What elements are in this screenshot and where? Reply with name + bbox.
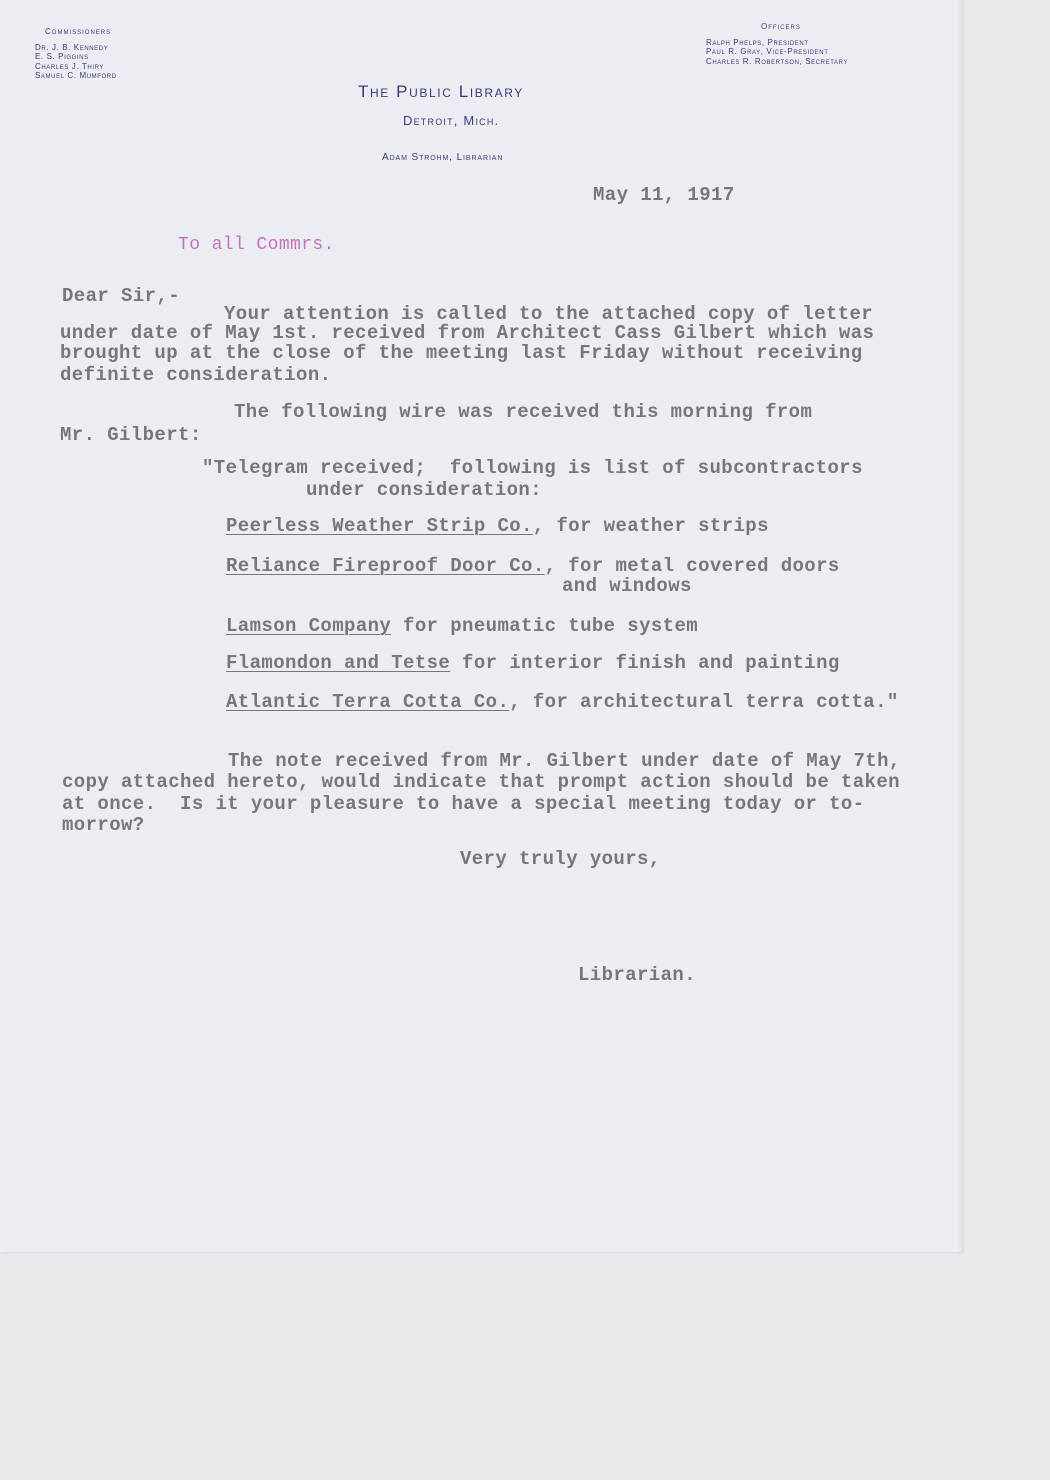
commissioner-name: E. S. Piggins <box>35 52 89 61</box>
commissioner-name: Dr. J. B. Kennedy <box>35 42 109 52</box>
body-line: Mr. Gilbert: <box>60 424 202 446</box>
body-line: The note received from Mr. Gilbert under date of May 7th, <box>228 750 901 772</box>
body-line: morrow? <box>62 814 145 836</box>
body-line: under date of May 1st. received from Architect Cass Gilbert which was <box>60 322 875 344</box>
body-line: The following wire was received this morning from <box>234 401 813 423</box>
subcontractor-name: Reliance Fireproof Door Co. <box>226 555 545 577</box>
salutation: Dear Sir,- <box>62 285 181 307</box>
subcontractor-purpose: for pneumatic tube system <box>391 615 699 637</box>
subcontractor-item <box>226 691 899 713</box>
librarian-line: Adam Strohm, Librarian <box>382 152 504 163</box>
subcontractor-item <box>226 652 840 674</box>
subcontractor-purpose: , for architectural terra cotta." <box>509 691 899 713</box>
commissioners-heading: Commissioners <box>45 27 112 36</box>
officer-name: Ralph Phelps, President <box>706 37 809 47</box>
letter-date: May 11, 1917 <box>593 184 735 206</box>
subcontractor-name: Peerless Weather Strip Co. <box>226 515 533 537</box>
signature-title: Librarian. <box>578 964 697 986</box>
addressee-note: To all Commrs. <box>178 235 335 255</box>
subcontractor-purpose-cont: and windows <box>562 575 692 597</box>
subcontractor-purpose: , for weather strips <box>532 515 769 537</box>
body-line: at once. Is it your pleasure to have a special meeting today or to- <box>62 793 865 815</box>
officer-name: Charles R. Robertson, Secretary <box>706 56 849 66</box>
subcontractor-purpose: for interior finish and painting <box>450 652 840 674</box>
subcontractor-name: Atlantic Terra Cotta Co. <box>226 691 510 713</box>
officer-name: Paul R. Gray, Vice-President <box>706 47 829 56</box>
officers-block <box>706 22 848 66</box>
body-line: definite consideration. <box>60 364 332 386</box>
telegram-line: under consideration: <box>306 479 543 501</box>
subcontractor-item <box>226 515 769 537</box>
library-title: The Public Library <box>358 82 524 101</box>
officers-heading: Officers <box>761 22 801 31</box>
body-line: brought up at the close of the meeting last Friday without receiving <box>60 342 863 364</box>
commissioners-block <box>35 27 117 81</box>
body-line: copy attached hereto, would indicate that prompt action should be taken <box>62 771 900 793</box>
telegram-line: "Telegram received; following is list of subcontractors <box>202 457 863 479</box>
page-edge <box>955 0 964 1252</box>
subcontractor-name: Lamson Company <box>226 615 392 637</box>
subcontractor-item <box>226 555 840 577</box>
closing: Very truly yours, <box>460 848 661 870</box>
body-line: Your attention is called to the attached copy of letter <box>224 303 874 325</box>
library-city: Detroit, Mich. <box>403 113 500 128</box>
commissioner-name: Charles J. Thiry <box>35 61 105 71</box>
subcontractor-item <box>226 615 698 637</box>
commissioner-name: Samuel C. Mumford <box>35 71 117 80</box>
subcontractor-name: Flamondon and Tetse <box>226 652 451 674</box>
subcontractor-purpose: , for metal covered doors <box>544 555 840 577</box>
